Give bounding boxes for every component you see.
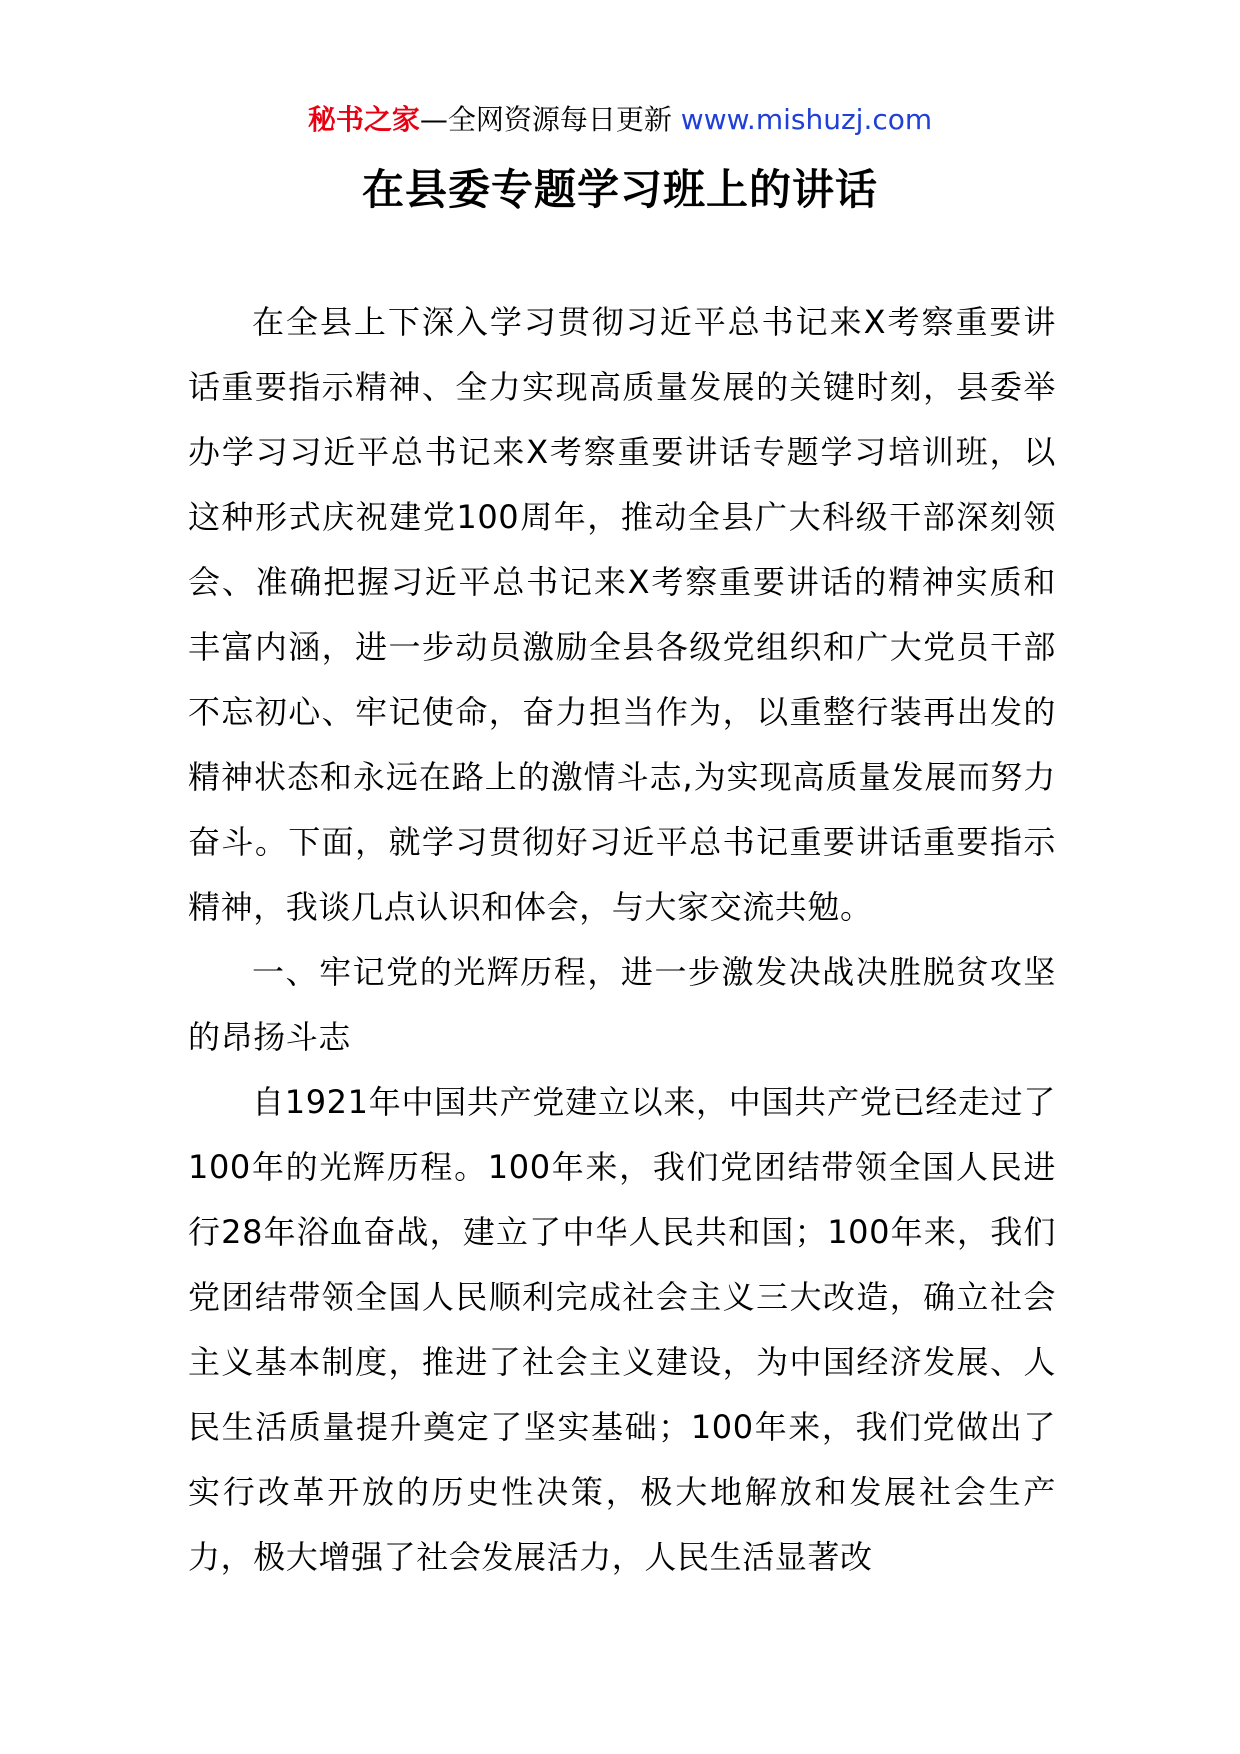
- section-heading: 一、牢记党的光辉历程，进一步激发决战决胜脱贫攻坚的昂扬斗志: [188, 953, 1056, 1056]
- site-header: [0, 100, 1240, 140]
- section-paragraph: 自1921年中国共产党建立以来，中国共产党已经走过了100年的光辉历程。100年来，我们党团结带领全国人民进行28年浴血奋战，建立了中华人民共和国；100年来，我们党团结带领全国人民顺利完成社会主义三大改造，确立社会主义基本制度，推进了社会主义建设，为中国经济发展、人民生活质量提升奠定了坚实基础；100年来，我们党做出了实行改革开放的历史性决策，极大地解放和发展社会生产力，极大增强了社会发展活力，人民生活显著改: [188, 1083, 1056, 1576]
- site-url-link[interactable]: www.mishuzj.com: [680, 103, 933, 136]
- document-body: [188, 290, 1056, 1590]
- intro-paragraph: 在全县上下深入学习贯彻习近平总书记来X考察重要讲话重要指示精神、全力实现高质量发展的关键时刻，县委举办学习习近平总书记来X考察重要讲话专题学习培训班，以这种形式庆祝建党100周年，推动全县广大科级干部深刻领会、准确把握习近平总书记来X考察重要讲话的精神实质和丰富内涵，进一步动员激励全县各级党组织和广大党员干部不忘初心、牢记使命，奋力担当作为，以重整行装再出发的精神状态和永远在路上的激情斗志,为实现高质量发展而努力奋斗。下面，就学习贯彻好习近平总书记重要讲话重要指示精神，我谈几点认识和体会，与大家交流共勉。: [188, 303, 1056, 926]
- document-title: 在县委专题学习班上的讲话: [361, 165, 878, 214]
- header-tagline: —全网资源每日更新: [419, 103, 672, 136]
- brand-name: 秘书之家: [307, 103, 420, 136]
